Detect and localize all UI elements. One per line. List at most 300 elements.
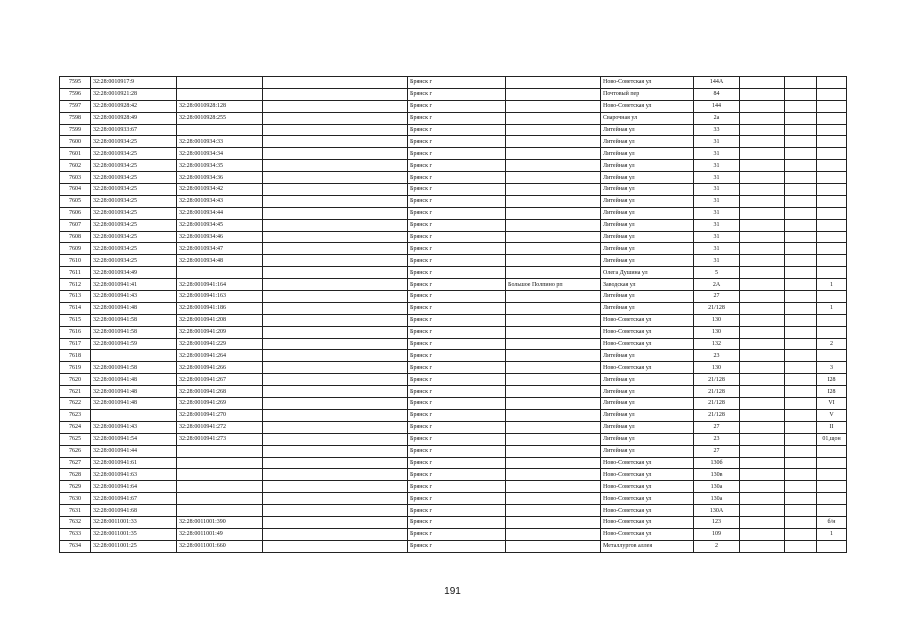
cell-object_number: 32:28:0010934:45 <box>177 219 263 231</box>
cell-object_number: 32:28:0010941:269 <box>177 398 263 410</box>
cell-col4 <box>263 219 408 231</box>
cell-col10 <box>785 505 817 517</box>
cell-house: 23 <box>694 350 740 362</box>
table-row <box>60 112 847 124</box>
cell-locality <box>506 88 601 100</box>
cell-locality <box>506 314 601 326</box>
cell-num: 7608 <box>60 231 91 243</box>
cell-object_number <box>177 493 263 505</box>
cell-extra <box>817 255 847 267</box>
cell-object_number: 32:28:0010941:209 <box>177 326 263 338</box>
cell-house: 31 <box>694 148 740 160</box>
cell-object_number <box>177 481 263 493</box>
cell-extra <box>817 207 847 219</box>
cell-street: Литейная ул <box>601 374 694 386</box>
cell-col10 <box>785 279 817 291</box>
cell-num: 7613 <box>60 291 91 303</box>
cell-col4 <box>263 160 408 172</box>
cell-cadastral: 32:28:0010934:25 <box>91 195 177 207</box>
cell-city: Брянск г <box>408 100 506 112</box>
cell-extra <box>817 100 847 112</box>
cell-street: Литейная ул <box>601 124 694 136</box>
cell-city: Брянск г <box>408 302 506 314</box>
cell-cadastral: 32:28:0010934:25 <box>91 219 177 231</box>
cell-col4 <box>263 172 408 184</box>
table-row <box>60 421 847 433</box>
cell-house: 21/128 <box>694 398 740 410</box>
cell-col4 <box>263 338 408 350</box>
cell-extra <box>817 469 847 481</box>
cell-extra <box>817 124 847 136</box>
table-row <box>60 469 847 481</box>
cell-num: 7595 <box>60 77 91 89</box>
cell-cadastral: 32:28:0010941:48 <box>91 302 177 314</box>
table-row <box>60 481 847 493</box>
cell-col4 <box>263 326 408 338</box>
cell-city: Брянск г <box>408 112 506 124</box>
cell-cadastral: 32:28:0010934:25 <box>91 136 177 148</box>
cell-house: 21/128 <box>694 386 740 398</box>
cell-num: 7628 <box>60 469 91 481</box>
cell-extra <box>817 505 847 517</box>
cell-cadastral: 32:28:0010941:68 <box>91 505 177 517</box>
cell-object_number <box>177 505 263 517</box>
cell-city: Брянск г <box>408 528 506 540</box>
table-row <box>60 374 847 386</box>
table-row <box>60 457 847 469</box>
cell-col4 <box>263 231 408 243</box>
cell-extra <box>817 493 847 505</box>
cell-col4 <box>263 481 408 493</box>
cell-object_number: 32:28:0010934:34 <box>177 148 263 160</box>
cell-col10 <box>785 516 817 528</box>
cell-object_number <box>177 267 263 279</box>
cell-house: 31 <box>694 136 740 148</box>
cell-house: 109 <box>694 528 740 540</box>
cell-col4 <box>263 136 408 148</box>
cell-house: 31 <box>694 160 740 172</box>
cell-num: 7598 <box>60 112 91 124</box>
cell-object_number: 32:28:0010941:229 <box>177 338 263 350</box>
cell-house: 31 <box>694 195 740 207</box>
cell-city: Брянск г <box>408 255 506 267</box>
table-row <box>60 255 847 267</box>
cell-col9 <box>740 231 785 243</box>
cell-street: Литейная ул <box>601 386 694 398</box>
cell-col4 <box>263 302 408 314</box>
cell-col10 <box>785 88 817 100</box>
cell-num: 7611 <box>60 267 91 279</box>
table-row <box>60 184 847 196</box>
cell-col9 <box>740 481 785 493</box>
cell-city: Брянск г <box>408 409 506 421</box>
cell-extra <box>817 172 847 184</box>
cell-col9 <box>740 195 785 207</box>
cell-col4 <box>263 409 408 421</box>
table-row <box>60 77 847 89</box>
cell-col10 <box>785 291 817 303</box>
cell-object_number: 32:28:0010941:163 <box>177 291 263 303</box>
cell-col4 <box>263 493 408 505</box>
cell-locality <box>506 362 601 374</box>
cell-num: 7610 <box>60 255 91 267</box>
cell-col9 <box>740 314 785 326</box>
table-row <box>60 338 847 350</box>
cell-num: 7619 <box>60 362 91 374</box>
cell-num: 7607 <box>60 219 91 231</box>
cell-col10 <box>785 100 817 112</box>
table-row <box>60 314 847 326</box>
cell-locality <box>506 100 601 112</box>
table-row <box>60 362 847 374</box>
cell-city: Брянск г <box>408 338 506 350</box>
cell-locality <box>506 421 601 433</box>
cell-col9 <box>740 124 785 136</box>
cell-cadastral: 32:28:0010934:25 <box>91 160 177 172</box>
cell-col10 <box>785 184 817 196</box>
cell-cadastral: 32:28:0010941:41 <box>91 279 177 291</box>
cell-street: Литейная ул <box>601 207 694 219</box>
cell-locality <box>506 433 601 445</box>
cell-col9 <box>740 267 785 279</box>
cell-house: 33 <box>694 124 740 136</box>
cell-city: Брянск г <box>408 350 506 362</box>
cell-col9 <box>740 172 785 184</box>
cell-street: Ново-Советская ул <box>601 493 694 505</box>
cell-house: 21/128 <box>694 374 740 386</box>
cell-cadastral: 32:28:0011001:25 <box>91 540 177 552</box>
cell-col4 <box>263 386 408 398</box>
cell-num: 7632 <box>60 516 91 528</box>
cell-object_number: 32:28:0010941:266 <box>177 362 263 374</box>
cell-cadastral: 32:28:0010941:61 <box>91 457 177 469</box>
cell-street: Ново-Советская ул <box>601 481 694 493</box>
cell-house: 2 <box>694 540 740 552</box>
cell-street: Ново-Советская ул <box>601 528 694 540</box>
cell-cadastral: 32:28:0010941:59 <box>91 338 177 350</box>
cell-num: 7605 <box>60 195 91 207</box>
cell-locality <box>506 350 601 362</box>
cell-object_number: 32:28:0010941:272 <box>177 421 263 433</box>
cell-cadastral: 32:28:0010941:54 <box>91 433 177 445</box>
cell-num: 7615 <box>60 314 91 326</box>
cell-locality <box>506 136 601 148</box>
table-row <box>60 136 847 148</box>
cell-city: Брянск г <box>408 243 506 255</box>
cell-col9 <box>740 528 785 540</box>
cell-city: Брянск г <box>408 195 506 207</box>
cell-street: Ново-Советская ул <box>601 326 694 338</box>
cell-col4 <box>263 398 408 410</box>
cell-col10 <box>785 112 817 124</box>
cell-extra: 2 <box>817 338 847 350</box>
cell-extra <box>817 457 847 469</box>
cell-street: Литейная ул <box>601 350 694 362</box>
cell-col10 <box>785 362 817 374</box>
cell-street: Сварочная ул <box>601 112 694 124</box>
cell-city: Брянск г <box>408 457 506 469</box>
cell-num: 7630 <box>60 493 91 505</box>
cell-object_number: 32:28:0011001:49 <box>177 528 263 540</box>
cell-col10 <box>785 398 817 410</box>
table-row <box>60 88 847 100</box>
cell-locality <box>506 505 601 517</box>
cell-street: Ново-Советская ул <box>601 338 694 350</box>
cell-cadastral: 32:28:0011001:35 <box>91 528 177 540</box>
cell-city: Брянск г <box>408 481 506 493</box>
cell-col10 <box>785 445 817 457</box>
table-row <box>60 302 847 314</box>
cell-house: 2А <box>694 279 740 291</box>
cell-street: Литейная ул <box>601 219 694 231</box>
cell-house: 144А <box>694 77 740 89</box>
cell-object_number <box>177 124 263 136</box>
cell-object_number <box>177 445 263 457</box>
cell-city: Брянск г <box>408 231 506 243</box>
cell-object_number: 32:28:0010941:273 <box>177 433 263 445</box>
cell-street: Литейная ул <box>601 160 694 172</box>
cell-street: Литейная ул <box>601 445 694 457</box>
cell-col9 <box>740 540 785 552</box>
cell-street: Ново-Советская ул <box>601 77 694 89</box>
cell-street: Почтовый пер <box>601 88 694 100</box>
table-row <box>60 124 847 136</box>
table-row <box>60 279 847 291</box>
cell-object_number: 32:28:0011001:390 <box>177 516 263 528</box>
cell-cadastral: 32:28:0010934:25 <box>91 172 177 184</box>
cell-city: Брянск г <box>408 386 506 398</box>
cell-city: Брянск г <box>408 445 506 457</box>
cell-object_number: 32:28:0010934:33 <box>177 136 263 148</box>
cell-col10 <box>785 195 817 207</box>
cell-col4 <box>263 243 408 255</box>
cell-col10 <box>785 255 817 267</box>
cell-object_number: 32:28:0010934:46 <box>177 231 263 243</box>
cell-col4 <box>263 516 408 528</box>
cell-num: 7596 <box>60 88 91 100</box>
cell-house: 31 <box>694 231 740 243</box>
cell-cadastral: 32:28:0010928:49 <box>91 112 177 124</box>
cell-col9 <box>740 469 785 481</box>
cell-cadastral: 32:28:0010934:25 <box>91 255 177 267</box>
cell-col4 <box>263 421 408 433</box>
cell-col4 <box>263 350 408 362</box>
cell-street: Олега Душина ул <box>601 267 694 279</box>
cell-city: Брянск г <box>408 291 506 303</box>
cell-extra <box>817 267 847 279</box>
cell-street: Ново-Советская ул <box>601 362 694 374</box>
cell-locality <box>506 326 601 338</box>
cell-col10 <box>785 267 817 279</box>
cell-col9 <box>740 386 785 398</box>
cell-street: Ново-Советская ул <box>601 469 694 481</box>
table-row <box>60 291 847 303</box>
cell-object_number: 32:28:0010941:270 <box>177 409 263 421</box>
cell-city: Брянск г <box>408 314 506 326</box>
cell-col9 <box>740 291 785 303</box>
cell-locality <box>506 184 601 196</box>
cell-locality <box>506 267 601 279</box>
cell-house: 123 <box>694 516 740 528</box>
cell-object_number: 32:28:0010941:164 <box>177 279 263 291</box>
cell-col9 <box>740 184 785 196</box>
cell-num: 7602 <box>60 160 91 172</box>
cell-extra <box>817 88 847 100</box>
cell-city: Брянск г <box>408 124 506 136</box>
cell-extra <box>817 219 847 231</box>
cell-col10 <box>785 219 817 231</box>
table-row <box>60 172 847 184</box>
table-row <box>60 267 847 279</box>
table-row <box>60 493 847 505</box>
register-table <box>59 76 847 553</box>
table-row <box>60 243 847 255</box>
cell-cadastral: 32:28:0010941:67 <box>91 493 177 505</box>
cell-locality <box>506 148 601 160</box>
table-row <box>60 445 847 457</box>
cell-extra: 3 <box>817 362 847 374</box>
cell-num: 7627 <box>60 457 91 469</box>
cell-locality <box>506 219 601 231</box>
cell-locality <box>506 528 601 540</box>
cell-house: 130 <box>694 314 740 326</box>
cell-col10 <box>785 124 817 136</box>
cell-col9 <box>740 255 785 267</box>
cell-house: 27 <box>694 421 740 433</box>
cell-cadastral: 32:28:0010941:58 <box>91 326 177 338</box>
table-row <box>60 207 847 219</box>
cell-city: Брянск г <box>408 207 506 219</box>
cell-street: Ново-Советская ул <box>601 457 694 469</box>
cell-col4 <box>263 314 408 326</box>
cell-city: Брянск г <box>408 505 506 517</box>
table-body <box>60 77 847 553</box>
cell-num: 7617 <box>60 338 91 350</box>
cell-col9 <box>740 457 785 469</box>
cell-street: Ново-Советская ул <box>601 516 694 528</box>
cell-cadastral: 32:28:0010941:58 <box>91 314 177 326</box>
cell-col10 <box>785 350 817 362</box>
cell-cadastral: 32:28:0010934:49 <box>91 267 177 279</box>
cell-extra <box>817 314 847 326</box>
cell-cadastral: 32:28:0010934:25 <box>91 184 177 196</box>
cell-col4 <box>263 374 408 386</box>
table-row <box>60 528 847 540</box>
cell-house: 130а <box>694 481 740 493</box>
cell-col9 <box>740 279 785 291</box>
cell-extra <box>817 243 847 255</box>
cell-house: 27 <box>694 291 740 303</box>
cell-col4 <box>263 445 408 457</box>
cell-street: Литейная ул <box>601 302 694 314</box>
cell-city: Брянск г <box>408 469 506 481</box>
cell-col4 <box>263 88 408 100</box>
cell-col10 <box>785 207 817 219</box>
cell-locality <box>506 207 601 219</box>
cell-object_number: 32:28:0010941:186 <box>177 302 263 314</box>
cell-extra: I28 <box>817 374 847 386</box>
cell-extra <box>817 160 847 172</box>
cell-num: 7633 <box>60 528 91 540</box>
cell-house: 21/128 <box>694 409 740 421</box>
cell-col4 <box>263 112 408 124</box>
cell-col4 <box>263 148 408 160</box>
cell-street: Ново-Советская ул <box>601 505 694 517</box>
cell-object_number <box>177 88 263 100</box>
cell-locality <box>506 291 601 303</box>
cell-extra <box>817 291 847 303</box>
cell-cadastral: 32:28:0010941:63 <box>91 469 177 481</box>
cell-cadastral: 32:28:0010941:48 <box>91 386 177 398</box>
cell-col4 <box>263 469 408 481</box>
cell-extra <box>817 112 847 124</box>
cell-cadastral: 32:28:0010933:67 <box>91 124 177 136</box>
cell-house: 31 <box>694 219 740 231</box>
cell-col4 <box>263 457 408 469</box>
cell-col9 <box>740 77 785 89</box>
cell-locality <box>506 540 601 552</box>
cell-col10 <box>785 302 817 314</box>
cell-cadastral: 32:28:0010941:58 <box>91 362 177 374</box>
cell-col9 <box>740 136 785 148</box>
cell-num: 7597 <box>60 100 91 112</box>
cell-extra: 01,щон <box>817 433 847 445</box>
cell-extra <box>817 195 847 207</box>
cell-object_number: 32:28:0010934:43 <box>177 195 263 207</box>
cell-extra <box>817 445 847 457</box>
table-row <box>60 516 847 528</box>
cell-num: 7621 <box>60 386 91 398</box>
cell-cadastral: 32:28:0010941:44 <box>91 445 177 457</box>
cell-cadastral: 32:28:0010941:43 <box>91 291 177 303</box>
cell-locality <box>506 195 601 207</box>
cell-col10 <box>785 172 817 184</box>
cell-city: Брянск г <box>408 219 506 231</box>
cell-extra <box>817 136 847 148</box>
cell-col9 <box>740 374 785 386</box>
cell-object_number <box>177 469 263 481</box>
table-row <box>60 195 847 207</box>
cell-house: 130б <box>694 457 740 469</box>
cell-house: 130 <box>694 362 740 374</box>
cell-cadastral: 32:28:0010941:48 <box>91 374 177 386</box>
table-row <box>60 505 847 517</box>
cell-col9 <box>740 338 785 350</box>
cell-col9 <box>740 362 785 374</box>
cell-cadastral: 32:28:0011001:33 <box>91 516 177 528</box>
cell-locality <box>506 445 601 457</box>
cell-cadastral: 32:28:0010941:43 <box>91 421 177 433</box>
cell-extra <box>817 540 847 552</box>
cell-col4 <box>263 362 408 374</box>
cell-num: 7600 <box>60 136 91 148</box>
cell-locality <box>506 481 601 493</box>
cell-num: 7616 <box>60 326 91 338</box>
cell-street: Литейная ул <box>601 148 694 160</box>
cell-col9 <box>740 148 785 160</box>
cell-num: 7631 <box>60 505 91 517</box>
cell-street: Литейная ул <box>601 291 694 303</box>
cell-cadastral: 32:28:0010934:25 <box>91 243 177 255</box>
cell-col4 <box>263 279 408 291</box>
cell-cadastral: 32:28:0010917:9 <box>91 77 177 89</box>
cell-city: Брянск г <box>408 398 506 410</box>
cell-extra: II <box>817 421 847 433</box>
cell-col10 <box>785 386 817 398</box>
cell-col9 <box>740 398 785 410</box>
cell-house: 31 <box>694 172 740 184</box>
cell-col4 <box>263 528 408 540</box>
